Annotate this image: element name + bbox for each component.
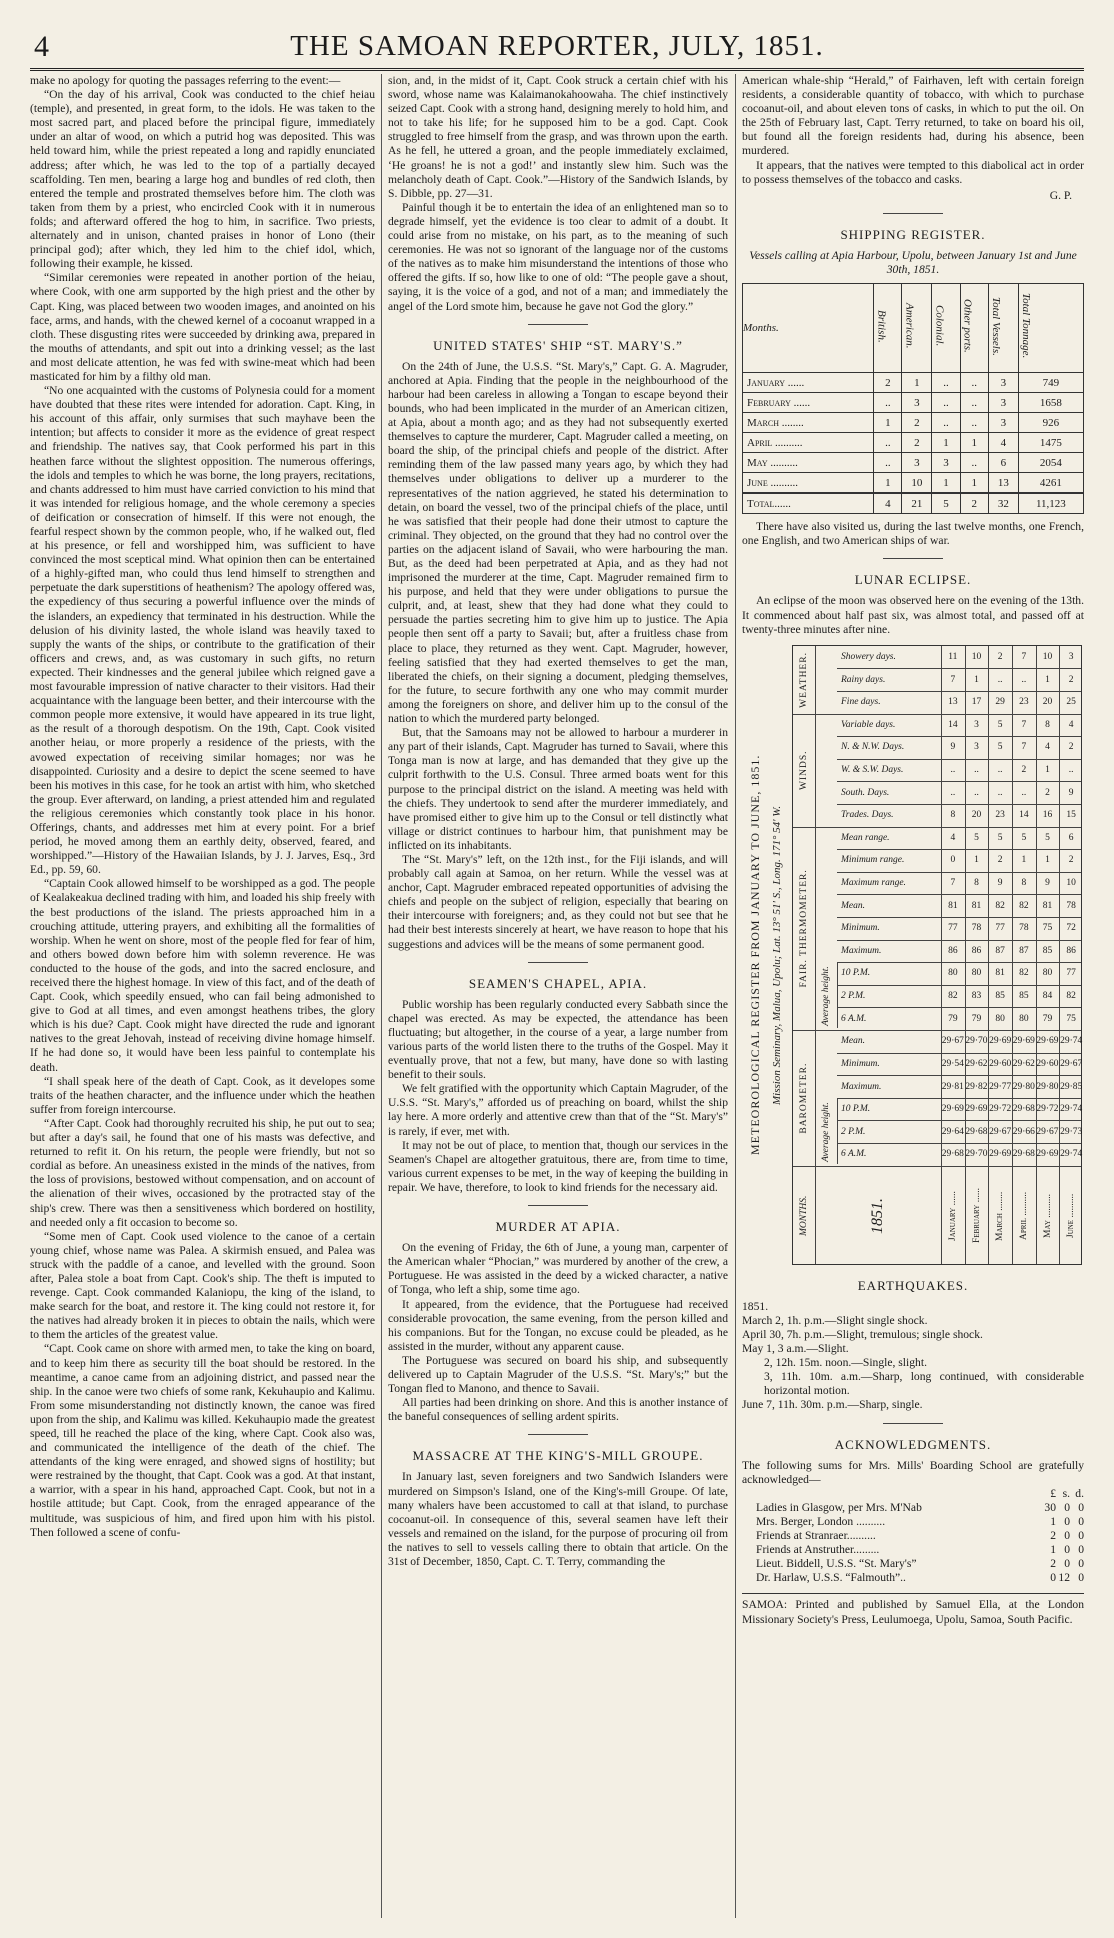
meteo-group-label: FAIR. THERMOMETER. (798, 869, 809, 988)
column-right (742, 74, 1084, 1918)
earthquake-entry: 2, 12h. 15m. noon.—Single, slight. (764, 1356, 927, 1370)
meteo-value: 29·73 (1060, 1126, 1083, 1137)
meteo-row-label: Maximum. (841, 1081, 882, 1092)
meteo-value: 8 (1021, 878, 1027, 889)
meteo-value: 29 (995, 697, 1005, 708)
meteo-value: .. (974, 764, 979, 775)
shipping-col-header: Months. (743, 284, 874, 373)
meteo-value: 1 (1021, 855, 1027, 866)
meteo-row-label: 10 P.M. (841, 1104, 871, 1115)
meteo-value: 29·69 (1036, 1036, 1059, 1047)
meteo-value: 0 (950, 855, 956, 866)
meteo-value: 5 (1021, 832, 1027, 843)
meteo-value: 82 (1019, 968, 1029, 979)
divider (883, 558, 943, 559)
meteo-month: April .......... (1018, 1191, 1029, 1240)
shipping-row: May .......... .. 3 3 .. 6 2054 (743, 453, 1084, 473)
meteo-month: June .......... (1066, 1193, 1077, 1238)
meteo-value: 3 (1068, 651, 1074, 662)
paragraph: make no apology for quoting the passages referring to the event:— (30, 74, 341, 87)
meteo-value: 29·62 (1012, 1058, 1035, 1069)
meteo-value: 82 (948, 991, 958, 1002)
ack-row: Ladies in Glasgow, per Mrs. M'Nab 30 0 0 (756, 1500, 1084, 1514)
meteo-value: 78 (971, 923, 982, 934)
meteo-value: 79 (971, 1013, 982, 1024)
meteo-value: 2 (997, 651, 1003, 662)
shipping-col-header: Total Vessels. (988, 284, 1018, 373)
paragraph: All parties had been drinking on shore. And this is another instance of the baneful consequences of selling ardent spirits. (388, 1396, 728, 1424)
meteo-row-label: 10 P.M. (841, 968, 871, 979)
meteo-avg-height-label: Average height. (820, 966, 831, 1026)
meteo-value: 29·77 (989, 1081, 1012, 1092)
shipping-col-header: British. (874, 284, 902, 373)
meteo-value: 10 (971, 651, 982, 662)
earthquake-entry: June 7, 11h. 30m. p.m.—Sharp, single. (742, 1398, 923, 1412)
ack-row: Friends at Anstruther......... 1 0 0 (756, 1543, 1084, 1557)
paragraph: An eclipse of the moon was observed here on the evening of the 13th. It commenced about half past six, was almost total, and passed off at twenty-three minutes after nine. (742, 594, 1084, 636)
meteo-value: 29·68 (941, 1149, 964, 1160)
meteo-value: 79 (948, 1013, 958, 1024)
meteo-value: 75 (1042, 923, 1053, 934)
meteo-value: 84 (1042, 991, 1053, 1002)
newspaper-title: THE SAMOAN REPORTER, JULY, 1851. (290, 30, 824, 62)
meteo-month: May .......... (1042, 1193, 1053, 1238)
meteo-value: .. (997, 764, 1003, 775)
meteo-value: 2 (1068, 742, 1074, 753)
meteo-value: 29·74 (1060, 1104, 1083, 1115)
meteo-value: 4 (950, 832, 956, 843)
paragraph: We felt gratified with the opportunity which Captain Magruder, of the U.S.S. “St. Mary's,” afforded us of preaching on board, whilst the ship lay here. A more orderly and attentive crew than that of the “St. Mary's” is rarely, if ever, met with. (388, 1082, 728, 1138)
paragraph: It appears, that the natives were tempted to this diabolical act in order to possess themselves of the tobacco and casks. (742, 158, 1084, 186)
meteo-value: 9 (1068, 787, 1074, 798)
shipping-subtitle: Vessels calling at Apia Harbour, Upolu, between January 1st and June 30th, 1851. (749, 248, 1077, 277)
signature: G. P. (1049, 188, 1072, 202)
meteo-value: 5 (974, 832, 979, 843)
meteo-value: 29·66 (1012, 1126, 1035, 1137)
meteo-value: 80 (971, 968, 982, 979)
meteo-group-label: WEATHER. (798, 651, 809, 708)
meteo-group-label: WINDS. (798, 750, 809, 790)
meteo-value: 29·69 (1036, 1149, 1059, 1160)
divider (528, 324, 588, 325)
meteo-month: February ...... (971, 1188, 982, 1244)
earthquake-entry: 3, 11h. 10m. a.m.—Sharp, long continued, with considerable horizontal motion. (764, 1370, 1084, 1398)
shipping-heading: SHIPPING REGISTER. (840, 226, 986, 242)
meteo-row-label: Minimum. (841, 923, 880, 934)
meteo-row-label: Fine days. (841, 697, 881, 708)
masthead (30, 28, 1084, 71)
meteo-value: 2 (1068, 855, 1074, 866)
divider (528, 1434, 588, 1435)
meteo-value: 29·67 (941, 1036, 964, 1047)
meteo-value: 29·69 (965, 1104, 988, 1115)
meteo-value: .. (950, 787, 956, 798)
meteo-value: 29·74 (1060, 1036, 1083, 1047)
meteo-value: 29·69 (989, 1149, 1012, 1160)
meteo-value: 14 (948, 719, 958, 730)
meteo-value: 29·60 (989, 1058, 1012, 1069)
meteo-value: 5 (1045, 832, 1050, 843)
meteo-value: 29·82 (965, 1081, 988, 1092)
meteo-value: 1 (974, 855, 979, 866)
meteo-value: .. (1068, 764, 1074, 775)
meteo-value: 29·68 (1012, 1149, 1035, 1160)
meteo-value: 80 (1042, 968, 1053, 979)
meteo-value: 29·69 (941, 1104, 964, 1115)
meteo-row-label: N. & N.W. Days. (841, 742, 905, 753)
paragraph: The Portuguese was secured on board his ship, and subsequently delivered up to Captain Magruder of the U.S.S. “St. Mary's;” but the Tongan fled to Manono, and thence to Savaii. (388, 1353, 728, 1396)
meteo-row-label: Mean. (841, 1036, 866, 1047)
meteo-value: 80 (995, 1013, 1005, 1024)
page-number: 4 (34, 30, 49, 63)
meteo-value: 2 (1021, 764, 1027, 775)
meteo-value: 82 (1066, 991, 1076, 1002)
meteo-value: 29·80 (1012, 1081, 1035, 1092)
shipping-row: April .......... .. 2 1 1 4 1475 (743, 433, 1084, 453)
paragraph: The “St. Mary's” left, on the 12th inst., for the Fiji islands, and will probably call again at Samoa, on her return. While the vessel was at anchor, Capt. Magruder embraced repeated opportunities of advising the chiefs and people on the subject of religion, especially that bearing on their intercourse with foreigners; and, as they could not but see that he had their best interests sincerely at heart, we have reason to hope that his suggestions and advices will be the means of some permanent good. (388, 852, 728, 951)
divider (528, 1205, 588, 1206)
meteo-row-label: W. & S.W. Days. (841, 764, 904, 775)
meteo-value: 29·70 (965, 1036, 988, 1047)
meteo-value: 16 (1042, 810, 1053, 821)
acknowledgments (742, 1459, 1084, 1586)
meteo-value: .. (1021, 787, 1027, 798)
meteo-value: 3 (974, 719, 979, 730)
paragraph: sion, and, in the midst of it, Capt. Cook struck a certain chief with his sword, whose name was Kalaimanokahoowaha. The chief instinctively seized Capt. Cook with a strong hand, designing merely to hold him, and not to take his life; for he supposed him to be a god. Capt. Cook struggled to free himself from the grasp, and was thrown upon the earth. As he fell, he uttered a groan, and the people immediately exclaimed, ‘He groans! he is not a god!’ and instantly slew him. Such was the melancholy death of Capt. Cook.”—History of the Sandwich Islands, by S. Dibble, pp. 27—31. (388, 74, 728, 200)
meteo-value: 11 (948, 651, 958, 662)
meteo-value: 17 (971, 697, 982, 708)
meteo-row-label: 6 A.M. (841, 1013, 867, 1024)
meteo-row-label: Rainy days. (841, 674, 886, 685)
meteo-value: 86 (1066, 945, 1076, 956)
article-heading: MASSACRE AT THE KING'S-MILL GROUPE. (412, 1448, 704, 1464)
meteo-value: 2 (997, 855, 1003, 866)
meteo-value: 1 (974, 674, 979, 685)
paragraph: In January last, seven foreigners and two Sandwich Islanders were murdered on Simpson's Island, one of the King's-mill Groupe. Of late, many whalers have been accustomed to call at that island, to purchase cocoanut-oil. In consequence of this, several seamen have left their vessels and remained on the island, for the purpose of procuring oil from the natives to sell to vessels calling there to obtain that article. On the 31st of December, 1850, Capt. C. T. Terry, commanding the (388, 1470, 728, 1568)
meteo-year-label: 1851. (868, 1197, 886, 1234)
meteo-value: 23 (995, 810, 1005, 821)
meteo-value: 5 (997, 832, 1003, 843)
meteo-value: 29·72 (1036, 1104, 1059, 1115)
meteo-value: 1 (1045, 764, 1050, 775)
paragraph: But, that the Samoans may not be allowed to harbour a murderer in any part of their islands, Capt. Magruder has turned to Savaii, where this Tonga man is now at large, and has demanded that they give up the culprit forthwith to the U.S. Consul. Three armed boats went for this purpose to the principal district on the island. A meeting was held with the chiefs. They undertook to send after the murderer immediately, and have promised either to give him up to the Consul or tell distinctly what village or district continues to harbour him, that punishment may be inflicted on its inhabitants. (388, 726, 728, 852)
meteo-value: 10 (1066, 878, 1076, 889)
meteo-value: 81 (948, 900, 958, 911)
meteo-value: 85 (995, 991, 1005, 1002)
meteo-title: METEOROLOGICAL REGISTER FROM JANUARY TO JUNE, 1851. (748, 754, 762, 1155)
meteo-value: 29·54 (941, 1058, 964, 1069)
earthquakes-heading: EARTHQUAKES. (857, 1277, 969, 1293)
meteo-value: 29·67 (1060, 1058, 1083, 1069)
meteo-value: 29·69 (1012, 1036, 1035, 1047)
meteo-value: 10 (1042, 651, 1053, 662)
meteo-value: 2 (1068, 674, 1074, 685)
paragraph: “On the day of his arrival, Cook was conducted to the chief heiau (temple), and presented, in great form, to the idols. He was taken to the most sacred part, and placed before the principal figure, immediately under an altar of wood, on which a putrid hog was deposited. This was held toward him, while the priest repeated a long and rapidly enunciated address; after which, he was led to the top of a partially decayed scaffolding. Ten men, bearing a large hog and bundles of red cloth, then entered the temple and prostrated themselves before him. The cloth was taken from them by a priest, who encircled Cook with it in numerous folds; and afterward offered the hog to him, in sacrifice. Two priests, alternately and in unison, chanted praises in honor of Lono (their principal god); after which, they led him to the chief idol, which, following their example, he kissed. (30, 88, 375, 271)
meteo-value: 7 (950, 674, 956, 685)
meteo-value: 29·62 (965, 1058, 988, 1069)
meteo-value: 7 (1021, 742, 1027, 753)
ack-row: Friends at Stranraer.......... 2 0 0 (756, 1529, 1084, 1543)
meteo-row-label: Maximum range. (841, 878, 906, 889)
column-rule (381, 74, 382, 1918)
meteo-value: .. (997, 674, 1003, 685)
paragraph: “Some men of Capt. Cook used violence to the canoe of a certain young chief, whose name was Palea. A skirmish ensued, and Palea was struck with the paddle of a canoe, and levelled with the ground. Soon after, Palea stole a boat from Capt. Cook's ship. The theft is imputed to revenge. Capt. Cook commanded Kalaniopu, the king of the island, to make search for the boat, and restore it. The king could not restore it, for the natives had already broken it in pieces to obtain the nails, which were to them the articles of the greatest value. (30, 1229, 375, 1342)
meteo-value: 85 (1019, 991, 1029, 1002)
ack-row: Lieut. Biddell, U.S.S. “St. Mary's” 2 0 0 (756, 1557, 1084, 1571)
article-heading: SEAMEN'S CHAPEL, APIA. (468, 975, 648, 991)
shipping-table (742, 283, 1084, 514)
paragraph: Painful though it be to entertain the idea of an enlightened man so to degrade himself, yet the evidence is too clear to admit of a doubt. It could arise from no mistake, on his part, as to the meaning of such ceremonies. He was not so ignorant of the language nor of the customs of the natives as to make him misunderstand the intentions of those who offered the gifts. If so, how like to one of old: “The people gave a shout, saying, it is the voice of a god, and not of a man; and immediately the angel of the Lord smote him, because he gave not God the glory.” (388, 200, 728, 313)
paragraph: It may not be out of place, to mention that, though our services in the Seamen's Chapel are altogether gratuitous, there are, from time to time, various current expenses to be met, in the way of keeping the building in repair. We have, therefore, to look to kind friends for the necessary aid. (388, 1138, 728, 1194)
imprint: SAMOA: Printed and published by Samuel Ella, at the London Missionary Society's Press, Leulumoega, Upolu, Samoa, South Pacific. (742, 1593, 1084, 1626)
shipping-note: There have also visited us, during the last twelve months, one French, one English, and two American ships of war. (742, 520, 1084, 548)
meteo-value: 77 (995, 923, 1005, 934)
meteo-value: 83 (971, 991, 982, 1002)
meteo-value: 8 (1045, 719, 1050, 730)
paragraph: “Captain Cook allowed himself to be worshipped as a god. The people of Kealakeakua declined trading with him, and loaded his ship freely with the best productions of the island. The priests approached him in a crouching attitude, uttering prayers, and exhibiting all the formalities of worship. When he went on shore, most of the people fled for fear of him, and others bowed down before him with solemn reverence. He was conducted to the house of the gods, and into the sacred enclosure, and received there the highest homage. In view of this fact, and of the death of Capt. Cook, which speedily ensued, who can fail being admonished to give to God at all times, and even amongst heathens tribes, the glory which is his due? Capt. Cook might have directed the rude and ignorant natives to the great Jehovah, instead of receiving divine homage himself. If he had done so, it would have been less painful to contemplate his death. (30, 877, 375, 1074)
meteo-value: 5 (997, 719, 1003, 730)
meteo-value: 1 (1045, 855, 1050, 866)
meteo-value: 77 (948, 923, 958, 934)
meteo-value: 14 (1019, 810, 1029, 821)
meteo-value: 29·74 (1060, 1149, 1083, 1160)
shipping-col-header: Total Tonnage. (1018, 284, 1083, 373)
meteo-value: 7 (1021, 719, 1027, 730)
column-left (30, 74, 375, 1918)
meteo-value: 78 (1066, 900, 1076, 911)
meteo-value: 3 (974, 742, 979, 753)
meteo-value: 29·69 (989, 1036, 1012, 1047)
meteo-value: 29·67 (1036, 1126, 1059, 1137)
shipping-col-header: American. (902, 284, 932, 373)
column-middle (388, 74, 728, 1918)
meteo-value: 78 (1019, 923, 1029, 934)
divider (883, 1423, 943, 1424)
ack-heading: ACKNOWLEDGMENTS. (834, 1436, 992, 1452)
meteo-value: 9 (950, 742, 956, 753)
paragraph: On the evening of Friday, the 6th of June, a young man, carpenter of the American whaler “Phocian,” was murdered by another of the crew, a Portuguese. He was assisted in the deed by a wicked character, a native of Tonga, who left a ship, some time ago. (388, 1241, 728, 1297)
meteo-value: 29·80 (1036, 1081, 1059, 1092)
meteo-value: 15 (1066, 810, 1076, 821)
paragraph: “After Capt. Cook had thoroughly recruited his ship, he put out to sea; but after a day's sail, he found that one of his masts was defective, and returned to refit it. On his return, the people were friendly, but not so cordial as before. An uneasiness existed in the minds of the natives, from the loss of provisions, bestowed without compensation, and on account of the alienation of their wives, occasioned by the protracted stay of the ship's crew. There was then a sensitiveness which bordered on hostility, and needed only a fit occasion to become so. (30, 1116, 375, 1229)
meteo-value: .. (950, 764, 956, 775)
paragraph: “Similar ceremonies were repeated in another portion of the heiau, where Cook, with one arm supported by the high priest and the other by Capt. King, was placed between two wooden images, and anointed on his face, arms, and hands, with the chewed kernel of a cocoanut wrapped in a cloth. These disgusting rites were succeeded by drinking awa, prepared in the mouths of attendants, and spit out into a drinking vessel; as the last and most delicate attention, he was fed with swine-meat which had been masticated for him by a filthy old man. (30, 271, 375, 383)
meteo-value: 9 (997, 878, 1003, 889)
divider (528, 962, 588, 963)
meteo-value: 20 (971, 810, 982, 821)
paragraph: “Capt. Cook came on shore with armed men, to take the king on board, and to keep him there as security till the boat should be restored. In the meantime, a canoe came from an adjoining district, and passed near the ship. In the canoe were two chiefs of some rank, Kekuhaupio and Kalimu. From some misunderstanding not distinctly known, the canoe was fired upon from the ship, and Kalimu was killed. Kekuhaupio made the greatest speed, till he reached the place of the king, where Capt. Cook also was, and communicated the intelligence of the death of the chief. The attendants of the king were enraged, and showed signs of hostility; but were restrained by the thought, that Capt. Cook was a god. At that instant, a warrior, with a spear in his hand, approached Capt. Cook, but not in a hostile attitude; but Capt. Cook, from the enraged appearance of the multitude, was suspicious of him, and fired upon him with his pistol. Then followed a scene of confu- (30, 1342, 375, 1539)
meteo-value: 8 (950, 810, 956, 821)
meteo-value: 29·64 (941, 1126, 964, 1137)
meteo-value: 72 (1066, 923, 1076, 934)
meteo-value: 7 (950, 878, 956, 889)
divider (883, 213, 943, 214)
meteo-value: 80 (948, 968, 958, 979)
meteo-value: 2 (1045, 787, 1050, 798)
meteo-value: 29·68 (965, 1126, 988, 1137)
meteo-value: 75 (1066, 1013, 1076, 1024)
paragraph: On the 24th of June, the U.S.S. “St. Mary's,” Capt. G. A. Magruder, anchored at Apia. Finding that the people in the neighbourhood of the harbour had been careless in allowing a Tongan to escape beyond their bounds, who had been implicated in the murder of an American citizen, at Apia, about a month ago; and as they had not subsequently exerted themselves to capture the murderer, Capt. Magruder called a meeting, on board the ship, of the principal chiefs and people of the district. After reminding them of the law passed many years ago, by which they had themselves under obligations to deliver up a murderer to the representatives of the nation aggrieved, he stated his determination to detain, on board the vessel, two of the principal chiefs of the place, until he was satisfied that their people had done their utmost to capture the criminal. They objected, on the ground that they had no control over the parties on the adjacent island of Savaii, who were harbouring the man. But, as the deed had been perpetrated at Apia, and as they had not imprisoned the murderer at the time, Capt. Magruder remained firm to his purpose, and held that they were under obligations to pursue the culprit, and, at least, shew that they had done what they could to persuade the parties secreting him to give him up to justice. The Apia people then sent off a party to Savaii; but, after a fruitless chase from place to place, they returned as they went. Capt. Magruder, however, feeling satisfied that they had exerted themselves to get the man, liberated the chiefs, on their signing a document, pledging themselves, for the future, to secure forthwith any one who may commit murder among the foreigners on shore, and deliver him up to the consul of the nation to which the murdered party belonged. (388, 359, 728, 726)
meteo-value: 23 (1019, 697, 1029, 708)
meteo-value: 25 (1066, 697, 1076, 708)
lunar-heading: LUNAR ECLIPSE. (854, 572, 972, 588)
earthquake-entry: March 2, 1h. p.m.—Slight single shock. (742, 1313, 928, 1327)
meteo-table (792, 645, 1082, 1265)
meteo-value: 5 (997, 742, 1003, 753)
meteo-value: 4 (1068, 719, 1074, 730)
meteo-avg-height-label: Average height. (820, 1101, 831, 1162)
meteo-row-label: Minimum range. (841, 855, 905, 866)
meteo-value: 29·70 (965, 1149, 988, 1160)
meteo-value: 9 (1045, 878, 1050, 889)
meteo-row-label: Maximum. (841, 945, 882, 956)
ack-intro: The following sums for Mrs. Mills' Boarding School are gratefully acknowledged— (742, 1458, 1084, 1486)
ack-row: Mrs. Berger, London .......... 1 0 0 (756, 1515, 1084, 1528)
meteo-row-label: 2 P.M. (841, 1126, 866, 1137)
meteo-value: 29·72 (989, 1104, 1012, 1115)
paragraph: American whale-ship “Herald,” of Fairhaven, left with certain foreign residents, a considerable quantity of tobacco, with which to purchase cocoanut-oil, and about eleven tons of casks, in which to put the oil. On the 25th of February last, Capt. Terry returned, to take on board his oil, but found all the foreign residents had, during his absence, been murdered. (742, 74, 1084, 158)
meteo-value: 29·68 (1012, 1104, 1035, 1115)
meteo-value: .. (974, 787, 979, 798)
meteo-value: .. (997, 787, 1003, 798)
shipping-row: February ...... .. 3 .. .. 3 1658 (743, 393, 1084, 413)
meteo-months-label: MONTHS. (798, 1195, 809, 1236)
article-heading: MURDER AT APIA. (495, 1219, 621, 1235)
meteo-value: 6 (1068, 832, 1074, 843)
earthquake-entry: May 1, 3 a.m.—Slight. (742, 1342, 849, 1356)
meteo-value: 87 (995, 945, 1005, 956)
meteo-row-label: Showery days. (841, 651, 896, 662)
meteo-value: 82 (1019, 900, 1029, 911)
meteo-row-label: South. Days. (841, 787, 890, 798)
meteo-row-label: 2 P.M. (841, 991, 866, 1002)
meteo-value: 79 (1042, 1013, 1053, 1024)
meteo-value: 81 (995, 968, 1005, 979)
meteo-subtitle: Mission Seminary, Malua, Upolu; Lat. 13° 51' S., Long. 171° 54' W. (771, 805, 783, 1105)
earthquake-list (742, 1300, 1084, 1413)
meteo-value: 87 (1019, 945, 1029, 956)
meteo-row-label: Minimum. (841, 1058, 880, 1069)
meteo-value: 29·81 (941, 1081, 964, 1092)
meteo-value: 13 (948, 697, 958, 708)
column-rule (735, 74, 736, 1918)
meteo-value: 80 (1019, 1013, 1029, 1024)
meteo-value: 77 (1066, 968, 1076, 979)
paragraph: Public worship has been regularly conducted every Sabbath since the chapel was erected. As may be expected, the attendance has been fluctuating; but altogether, in the course of a year, a large number from various parts of the world listen there to the truths of the Gospel. May it eventually prove, that not a few, but many, have done so with lasting benefit to their souls. (388, 997, 728, 1082)
ack-row: Dr. Harlaw, U.S.S. “Falmouth”.. 0 12 0 (756, 1571, 1084, 1585)
meteo-row-label: Trades. Days. (841, 810, 894, 821)
shipping-col-header: Colonial. (932, 284, 960, 373)
meteo-row-label: Mean range. (841, 832, 890, 843)
earthquake-entry: 1851. (742, 1299, 769, 1313)
paragraph: “No one acquainted with the customs of Polynesia could for a moment have doubted that these rites were intended for adoration. Capt. King, in his account of this affair, only surmises that such mayhave been the intention; but affects to consider it more as the evidence of great respect and friendship. The natives say, that Cook performed his part in this heathen farce without the slightest opposition. The numerous offerings, the idols and temples to which he was borne, the long prayers, recitations, and chants addressed to him must have carried conviction to his mind that it was intended for religious homage, and the whole ceremony a species of deification or consecration of himself. If this were not enough, the fearful respect shown by the common people, who, if he walked out, fled at his presence, or fell and worshipped him, was sufficient to have convinced the most sceptical mind. What opinion then can be entertained of a highly-gifted man, who could thus lend himself to strengthen and perpetuate the dark superstitions of heathenism? The apology offered was, the expediency of thus securing a powerful influence over the minds of the islanders, an expediency that terminated in his destruction. While the delusion of his divinity lasted, the whole island was heavily taxed to supply the wants of the ships, or contribute to the gratification of their officers and crews, and, as was customary in such gifts, no return expected. Their kindnesses and the general jubilee which reigned gave a most favourable impression of native character to their visitors. Had their acquaintance with the language been better, and their intercourse with the common people more extensive, it would have appeared in its true light, as the result of a thorough despotism. On the 19th, Capt. Cook visited another heiau, or more properly a residence of the priests, with the avowed expectation of receiving similar homages; nor was he disappointed. Curiosity and a desire to depict the scene seemed to have been his motives in this case, for he took an artist with him, who sketched the group. Ever afterward, on landing, a priest attended him and regulated the religious ceremonies which constantly took place in his honor. Offerings, chants, and addresses met him at every point. For a brief period, he moved among them an earthly deity, observed, feared, and worshipped.”—History of the Hawaiian Islands, by J. J. Jarves, Esq., 3rd Ed., pp. 59, 60. (30, 384, 375, 877)
shipping-col-header: Other ports. (960, 284, 988, 373)
meteo-value: 7 (1021, 651, 1027, 662)
ack-header: £ s. d. (1050, 1486, 1084, 1500)
article-heading: UNITED STATES' SHIP “ST. MARY'S.” (433, 337, 683, 353)
meteo-row-label: Mean. (841, 900, 866, 911)
paragraph: It appeared, from the evidence, that the Portuguese had received considerable provocation, the same evening, from the person killed and his companions. But for the Tongan, no excuse could be pleaded, as he assisted in the murder, without any apparent cause. (388, 1297, 728, 1353)
meteo-value: 82 (995, 900, 1005, 911)
meteo-value: 4 (1045, 742, 1050, 753)
meteo-value: 29·67 (989, 1126, 1012, 1137)
meteo-month: March ........ (995, 1191, 1006, 1241)
meteo-month: January ...... (947, 1190, 958, 1241)
shipping-row: June .......... 1 10 1 1 13 4261 (743, 473, 1084, 494)
meteo-value: 20 (1042, 697, 1053, 708)
meteo-value: 86 (948, 945, 958, 956)
meteo-value: 86 (971, 945, 982, 956)
earthquake-entry: April 30, 7h. p.m.—Slight, tremulous; single shock. (742, 1327, 983, 1341)
meteorological-register (742, 645, 1084, 1265)
meteo-value: 81 (971, 900, 982, 911)
meteo-row-label: Variable days. (841, 719, 896, 730)
meteo-value: 85 (1042, 945, 1053, 956)
meteo-value: 29·60 (1036, 1058, 1059, 1069)
meteo-value: .. (1021, 674, 1027, 685)
meteo-group-label: BAROMETER. (798, 1062, 809, 1134)
shipping-total-row: Total...... 4 21 5 2 32 11,123 (743, 493, 1084, 514)
shipping-row: March ........ 1 2 .. .. 3 926 (743, 413, 1084, 433)
shipping-row: January ...... 2 1 .. .. 3 749 (743, 373, 1084, 393)
meteo-value: 81 (1042, 900, 1053, 911)
meteo-value: 1 (1045, 674, 1050, 685)
meteo-value: 29·85 (1060, 1081, 1083, 1092)
meteo-value: 8 (974, 878, 979, 889)
meteo-row-label: 6 A.M. (841, 1149, 867, 1160)
paragraph: “I shall speak here of the death of Capt. Cook, as it developes some traits of the heathen character, and the influence under which the heathen suffer from foreign intercourse. (30, 1074, 375, 1116)
